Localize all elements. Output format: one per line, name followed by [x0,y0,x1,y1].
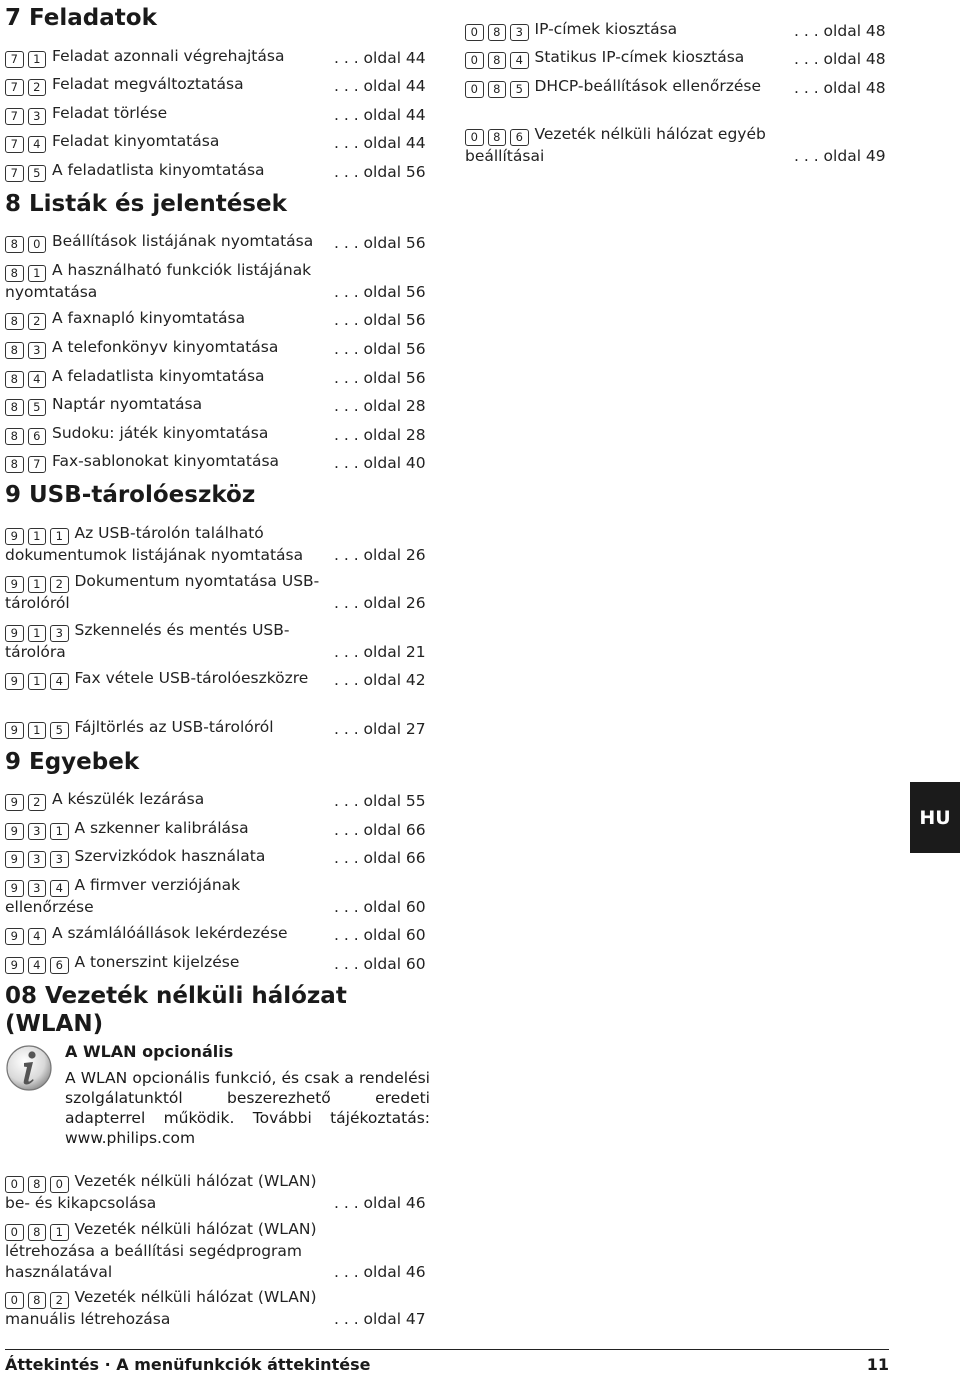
section-heading: 7 Feladatok [5,5,157,31]
keypad-key-icon: 3 [28,823,47,840]
entry-label: Fájltörlés az USB-tárolóról [74,718,274,736]
keypad-key-icon: 9 [5,851,24,868]
key-sequence [5,1220,73,1238]
key-sequence [5,132,50,150]
key-sequence [5,953,73,971]
keypad-key-icon: 5 [28,399,47,416]
entry-label: A feladatlista kinyomtatása [52,161,265,179]
keypad-key-icon: 1 [28,673,47,690]
keypad-key-icon: 4 [510,52,529,69]
keypad-key-icon: 9 [5,625,24,642]
keypad-key-icon: 6 [510,129,529,146]
keypad-key-icon: 7 [5,136,24,153]
keypad-key-icon: 0 [465,81,484,98]
key-sequence [5,847,73,865]
keypad-key-icon: 8 [5,236,24,253]
keypad-key-icon: 0 [5,1224,24,1241]
page-reference: . . . oldal 44 [334,76,426,95]
keypad-key-icon: 1 [28,51,47,68]
keypad-key-icon: 4 [28,957,47,974]
keypad-key-icon: 2 [28,79,47,96]
keypad-key-icon: 8 [5,265,24,282]
keypad-key-icon: 0 [28,236,47,253]
note-title: A WLAN opcionális [65,1042,234,1061]
page-reference: . . . oldal 44 [334,133,426,152]
keypad-key-icon: 8 [488,24,507,41]
entry-label: Vezeték nélküli hálózat (WLAN) létrehozása a beállítási segédprogram használatával [5,1220,317,1281]
menu-function-entry [5,1171,430,1214]
menu-function-entry [465,76,890,98]
keypad-key-icon: 8 [28,1224,47,1241]
entry-label: Statikus IP-címek kiosztása [534,48,745,66]
menu-function-entry [5,46,430,68]
menu-function-entry [5,523,430,566]
keypad-key-icon: 8 [5,428,24,445]
keypad-key-icon: 9 [5,880,24,897]
keypad-key-icon: 8 [488,81,507,98]
keypad-key-icon: 7 [5,51,24,68]
entry-label: Fax-sablonokat kinyomtatása [52,452,280,470]
entry-label: A tonerszint kijelzése [74,953,240,971]
entry-label: Feladat azonnali végrehajtása [52,47,285,65]
keypad-key-icon: 3 [28,342,47,359]
keypad-key-icon: 4 [28,928,47,945]
key-sequence [465,48,533,66]
keypad-key-icon: 1 [28,722,47,739]
keypad-key-icon: 2 [28,794,47,811]
footer-title: Áttekintés · A menüfunkciók áttekintése [5,1355,371,1374]
key-sequence [5,1172,73,1190]
key-sequence [465,125,533,143]
keypad-key-icon: 9 [5,823,24,840]
keypad-key-icon: 9 [5,576,24,593]
keypad-key-icon: 5 [50,722,69,739]
page-reference: . . . oldal 46 [334,1262,426,1281]
key-sequence [5,924,50,942]
menu-function-entry [5,160,430,182]
keypad-key-icon: 1 [28,528,47,545]
keypad-key-icon: 8 [28,1292,47,1309]
key-sequence [5,161,50,179]
keypad-key-icon: 4 [50,673,69,690]
page-reference: . . . oldal 56 [334,283,426,301]
entry-label: Dokumentum nyomtatása USB-tárolóról [5,572,320,612]
key-sequence [5,424,50,442]
page-reference: . . . oldal 56 [334,310,426,329]
menu-function-entry [5,74,430,96]
keypad-key-icon: 3 [510,24,529,41]
keypad-key-icon: 8 [5,399,24,416]
entry-label: DHCP-beállítások ellenőrzése [534,77,761,95]
entry-label: Vezeték nélküli hálózat (WLAN) be- és kikapcsolása [5,1172,317,1212]
menu-function-entry [5,620,430,663]
key-sequence [5,524,73,542]
entry-label: A szkenner kalibrálása [74,819,249,837]
keypad-key-icon: 7 [5,79,24,96]
page-reference: . . . oldal 48 [794,49,886,68]
keypad-key-icon: 0 [5,1292,24,1309]
menu-function-entry [5,1287,430,1330]
entry-label: Feladat törlése [52,104,168,122]
keypad-key-icon: 8 [5,342,24,359]
menu-function-entry [5,131,430,153]
keypad-key-icon: 2 [28,313,47,330]
entry-label: Vezeték nélküli hálózat egyéb beállításai [465,125,766,165]
keypad-key-icon: 7 [28,456,47,473]
key-sequence [5,47,50,65]
key-sequence [5,367,50,385]
keypad-key-icon: 4 [28,371,47,388]
page-reference: . . . oldal 66 [334,820,426,839]
key-sequence [5,309,50,327]
entry-label: Szkennelés és mentés USB-tárolóra [5,621,290,661]
key-sequence [5,395,50,413]
page-reference: . . . oldal 42 [334,670,426,689]
key-sequence [5,452,50,470]
keypad-key-icon: 1 [28,576,47,593]
keypad-key-icon: 9 [5,928,24,945]
keypad-key-icon: 3 [50,625,69,642]
menu-function-entry [5,451,430,473]
key-sequence [5,876,73,894]
keypad-key-icon: 9 [5,794,24,811]
entry-label: IP-címek kiosztása [534,20,678,38]
entry-label: A faxnapló kinyomtatása [52,309,246,327]
menu-function-entry [5,818,430,840]
menu-function-entry [5,846,430,868]
page-reference: . . . oldal 48 [794,21,886,40]
key-sequence [5,232,50,250]
menu-function-entry [5,231,430,253]
keypad-key-icon: 0 [465,129,484,146]
entry-label: Naptár nyomtatása [52,395,203,413]
keypad-key-icon: 9 [5,957,24,974]
keypad-key-icon: 8 [28,1176,47,1193]
entry-label: Vezeték nélküli hálózat (WLAN) manuális létrehozása [5,1288,317,1328]
entry-label: A számlálóállások lekérdezése [52,924,288,942]
page-reference: . . . oldal 47 [334,1310,426,1328]
menu-function-entry [5,366,430,388]
entry-label: Az USB-tárolón található dokumentumok listájának nyomtatása [5,524,304,564]
keypad-key-icon: 8 [488,52,507,69]
page-reference: . . . oldal 44 [334,48,426,67]
menu-function-entry [5,717,430,739]
key-sequence [5,261,50,279]
footer-divider [5,1349,889,1350]
menu-function-entry [5,337,430,359]
page-reference: . . . oldal 60 [334,925,426,944]
key-sequence [5,75,50,93]
menu-function-entry [465,19,890,41]
section-heading: 9 USB-tárolóeszköz [5,482,256,508]
page-reference: . . . oldal 48 [794,78,886,97]
keypad-key-icon: 1 [50,1224,69,1241]
menu-function-entry [5,923,430,945]
page-reference: . . . oldal 56 [334,233,426,252]
keypad-key-icon: 0 [465,52,484,69]
keypad-key-icon: 4 [50,880,69,897]
page-reference: . . . oldal 21 [334,643,426,661]
keypad-key-icon: 1 [28,265,47,282]
menu-function-entry [5,308,430,330]
keypad-key-icon: 0 [465,24,484,41]
keypad-key-icon: 7 [5,108,24,125]
key-sequence [5,621,73,639]
keypad-key-icon: 0 [50,1176,69,1193]
key-sequence [5,1288,73,1306]
keypad-key-icon: 5 [28,165,47,182]
page-reference: . . . oldal 55 [334,791,426,810]
keypad-key-icon: 5 [510,81,529,98]
entry-label: Sudoku: játék kinyomtatása [52,424,269,442]
key-sequence [5,572,73,590]
entry-label: A firmver verziójának ellenőrzése [5,876,241,916]
keypad-key-icon: 2 [50,576,69,593]
keypad-key-icon: 3 [28,851,47,868]
entry-label: A telefonkönyv kinyomtatása [52,338,279,356]
language-tab: HU [910,782,960,853]
entry-label: A használható funkciók listájának nyomtatása [5,261,312,301]
page-reference: . . . oldal 26 [334,594,426,612]
keypad-key-icon: 1 [50,528,69,545]
page-reference: . . . oldal 28 [334,425,426,444]
page-reference: . . . oldal 44 [334,105,426,124]
menu-function-entry [5,789,430,811]
menu-function-entry [5,668,430,690]
keypad-key-icon: 9 [5,528,24,545]
keypad-key-icon: 8 [5,456,24,473]
keypad-key-icon: 0 [5,1176,24,1193]
note-text: A WLAN opcionális funkció, és csak a rendelési szolgálatunktól beszerezhető eredeti adapterrel működik. További tájékoztatás: www.philips.com [65,1069,430,1147]
menu-function-entry [5,394,430,416]
entry-label: Beállítások listájának nyomtatása [52,232,314,250]
key-sequence [465,20,533,38]
menu-function-entry [5,571,430,614]
entry-label: Feladat kinyomtatása [52,132,220,150]
info-note [5,1042,430,1148]
page-reference: . . . oldal 49 [794,147,886,165]
keypad-key-icon: 9 [5,673,24,690]
keypad-key-icon: 9 [5,722,24,739]
key-sequence [5,790,50,808]
section-heading: 08 Vezeték nélküli hálózat (WLAN) [5,983,347,1037]
menu-function-entry [5,260,430,303]
section-heading: 9 Egyebek [5,749,140,775]
key-sequence [5,669,73,687]
key-sequence [5,338,50,356]
keypad-key-icon: 1 [50,823,69,840]
menu-function-entry [465,124,890,167]
key-sequence [5,718,73,736]
entry-label: A feladatlista kinyomtatása [52,367,265,385]
entry-label: Szervizkódok használata [74,847,266,865]
keypad-key-icon: 3 [28,880,47,897]
entry-label: A készülék lezárása [52,790,205,808]
menu-function-entry [5,875,430,918]
keypad-key-icon: 6 [28,428,47,445]
page-reference: . . . oldal 26 [334,546,426,564]
keypad-key-icon: 3 [28,108,47,125]
key-sequence [5,104,50,122]
keypad-key-icon: 7 [5,165,24,182]
keypad-key-icon: 1 [28,625,47,642]
page-reference: . . . oldal 60 [334,954,426,973]
menu-function-entry [465,47,890,69]
page-reference: . . . oldal 56 [334,339,426,358]
keypad-key-icon: 2 [50,1292,69,1309]
keypad-key-icon: 4 [28,136,47,153]
keypad-key-icon: 6 [50,957,69,974]
page-reference: . . . oldal 56 [334,368,426,387]
page-reference: . . . oldal 28 [334,396,426,415]
menu-function-entry [5,423,430,445]
section-heading: 8 Listák és jelentések [5,191,287,217]
menu-function-entry [5,952,430,974]
key-sequence [5,819,73,837]
page-reference: . . . oldal 60 [334,898,426,916]
info-icon [5,1044,53,1092]
keypad-key-icon: 8 [5,313,24,330]
page-reference: . . . oldal 46 [334,1194,426,1212]
entry-label: Fax vétele USB-tárolóeszközre [74,669,309,687]
keypad-key-icon: 8 [488,129,507,146]
page-reference: . . . oldal 27 [334,719,426,738]
page-reference: . . . oldal 40 [334,453,426,472]
page-reference: . . . oldal 56 [334,162,426,181]
entry-label: Feladat megváltoztatása [52,75,244,93]
keypad-key-icon: 8 [5,371,24,388]
menu-function-entry [5,103,430,125]
page-reference: . . . oldal 66 [334,848,426,867]
menu-function-entry [5,1219,430,1282]
key-sequence [465,77,533,95]
page-number: 11 [866,1355,889,1374]
keypad-key-icon: 3 [50,851,69,868]
